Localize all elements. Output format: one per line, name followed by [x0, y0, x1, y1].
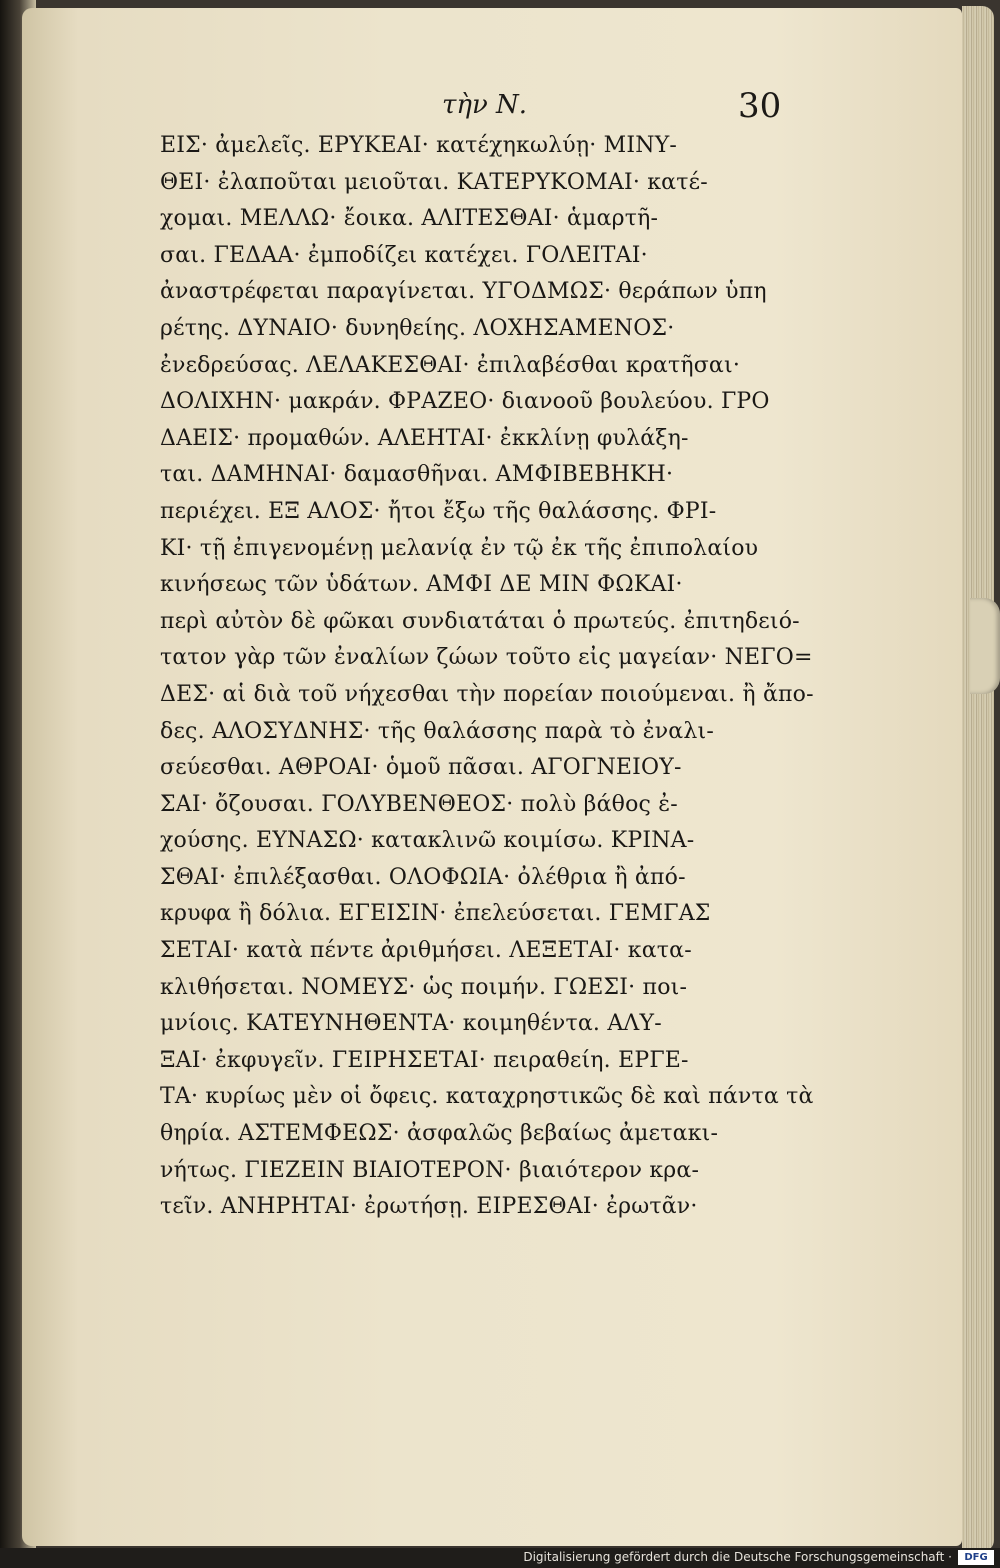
page-header [160, 86, 810, 130]
text-line: χούσης. ΕΥΝΑΣΩ· κατακλινῶ κοιμίσω. ΚΡΙΝΑ- [160, 828, 695, 854]
text-line: ΕΙΣ· ἀμελεῖς. ΕΡΥΚΕΑΙ· κατέχηκωλύῃ· ΜΙΝΥ- [160, 133, 678, 158]
running-head: τὴν Ν. [442, 90, 528, 120]
text-line: θηρία. ΑΣΤΕΜΦΕΩΣ· ἀσφαλῶς βεβαίως ἀμετακι- [160, 1121, 719, 1147]
text-line: ΔΑΕΙΣ· προμαθών. ΑΛΕΗΤΑΙ· ἐκκλίνῃ φυλάξη- [160, 425, 689, 451]
text-line: κλιθήσεται. ΝΟΜΕΥΣ· ὡς ποιμήν. ΓΩΕΣΙ· ποι- [160, 974, 688, 1000]
text-line: κρυφα ἢ δόλια. ΕΓΕΙΣΙΝ· ἐπελεύσεται. ΓΕΜΓΑΣ [160, 901, 711, 927]
text-line: ρέτης. ΔΥΝΑΙΟ· δυνηθείης. ΛΟΧΗΣΑΜΕΝΟΣ· [160, 315, 675, 341]
text-line: ΞΑΙ· ἐκφυγεῖν. ΓΕΙΡΗΣΕΤΑΙ· πειραθείη. ΕΡΓΕ- [160, 1047, 689, 1073]
text-line: περιέχει. ΕΞ ΑΛΟΣ· ἤτοι ἔξω τῆς θαλάσσης. ΦΡΙ- [160, 498, 717, 524]
text-line: ΤΑ· κυρίως μὲν οἱ ὄφεις. καταχρηστικῶς δὲ καὶ πάντα τὰ [160, 1084, 814, 1110]
text-line: ἀναστρέφεται παραγίνεται. ΥΓΟΔΜΩΣ· θεράπων ὑπη [160, 279, 767, 305]
text-line: ΣΑΙ· ὄζουσαι. ΓΟΛΥΒΕΝΘΕΟΣ· πολὺ βάθος ἐ- [160, 791, 678, 817]
dfg-logo: DFG [958, 1550, 994, 1565]
text-line: τεῖν. ΑΝΗΡΗΤΑΙ· ἐρωτήσῃ. ΕΙΡΕΣΘΑΙ· ἐρωτᾶν· [160, 1194, 698, 1220]
text-line: τατον γὰρ τῶν ἐναλίων ζώων τοῦτο εἰς μαγείαν· ΝΕΓΟ= [160, 645, 813, 671]
footer-bar [0, 1548, 1000, 1568]
text-line: νήτως. ΓΙΕΖΕΙΝ ΒΙΑΙΟΤΕΡΟΝ· βιαιότερον κρα- [160, 1157, 700, 1183]
text-line: σεύεσθαι. ΑΘΡΟΑΙ· ὁμοῦ πᾶσαι. ΑΓΟΓΝΕΙΟΥ- [160, 755, 682, 781]
text-line: ἐνεδρεύσας. ΛΕΛΑΚΕΣΘΑΙ· ἐπιλαβέσθαι κρατῆσαι· [160, 352, 741, 378]
text-line: ΘΕΙ· ἐλαποῦται μειοῦται. ΚΑΤΕΡΥΚΟΜΑΙ· κατέ- [160, 169, 708, 195]
text-line: ΚΙ· τῇ ἐπιγενομένῃ μελανίᾳ ἐν τῷ ἐκ τῆς ἐπιπολαίου [160, 535, 759, 561]
text-line: ΣΘΑΙ· ἐπιλέξασθαι. ΟΛΟΦΩΙΑ· ὀλέθρια ἢ ἀπό- [160, 864, 686, 890]
footer-credit: Digitalisierung gefördert durch die Deutsche Forschungsgemeinschaft · [523, 1550, 952, 1564]
page-tab [970, 598, 1000, 694]
page-body-text [160, 128, 820, 1226]
text-line: σαι. ΓΕΔΑΑ· ἐμποδίζει κατέχει. ΓΟΛΕΙΤΑΙ· [160, 242, 648, 268]
text-line: δες. ΑΛΟΣΥΔΝΗΣ· τῆς θαλάσσης παρὰ τὸ ἐναλι- [160, 718, 714, 744]
text-line: ται. ΔΑΜΗΝΑΙ· δαμασθῆναι. ΑΜΦΙΒΕΒΗΚΗ· [160, 462, 674, 488]
text-line: ΔΟΛΙΧΗΝ· μακράν. ΦΡΑΖΕΟ· διανοοῦ βουλεύου. ΓΡΟ [160, 389, 770, 415]
text-line: ΣΕΤΑΙ· κατὰ πέντε ἀριθμήσει. ΛΕΞΕΤΑΙ· κατα- [160, 938, 692, 964]
text-line: ΔΕΣ· αἱ διὰ τοῦ νήχεσθαι τὴν πορείαν ποιούμεναι. ἢ ἄπο- [160, 681, 814, 707]
text-line: περὶ αὐτὸν δὲ φῶκαι συνδιατάται ὁ πρωτεύς. ἐπιτηδειό- [160, 608, 800, 634]
page-number: 30 [738, 86, 782, 126]
text-line: κινήσεως τῶν ὑδάτων. ΑΜΦΙ ΔΕ ΜΙΝ ΦΩΚΑΙ· [160, 572, 683, 598]
text-line: μνίοις. ΚΑΤΕΥΝΗΘΕΝΤΑ· κοιμηθέντα. ΑΛΥ- [160, 1011, 662, 1037]
text-line: χομαι. ΜΕΛΛΩ· ἔοικα. ΑΛΙΤΕΣΘΑΙ· ἁμαρτῆ- [160, 206, 659, 232]
page-fore-edge [962, 6, 994, 1552]
